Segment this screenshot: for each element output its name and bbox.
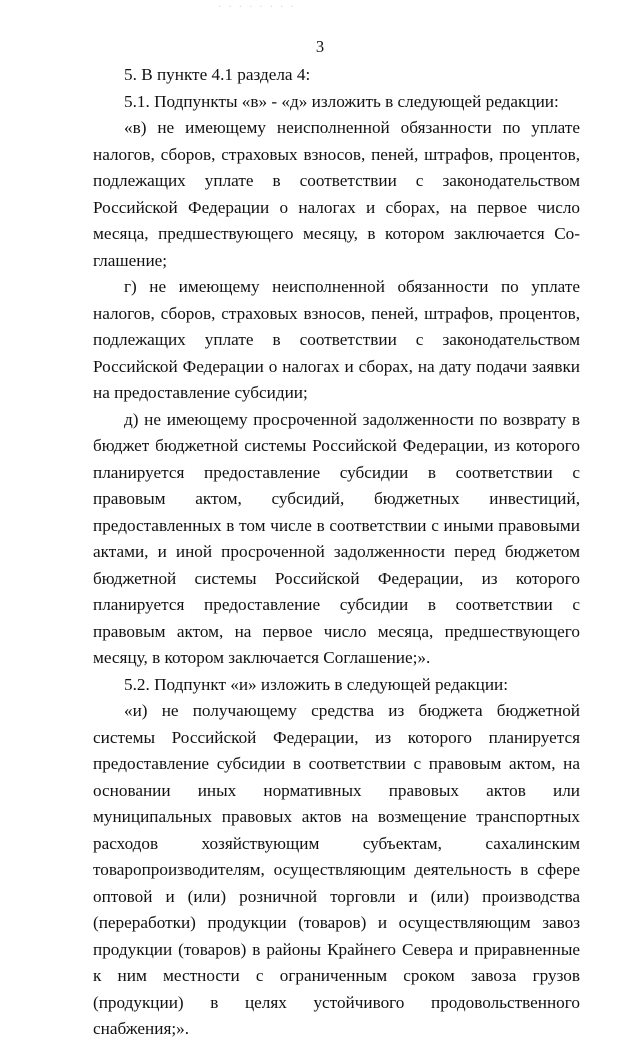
paragraph-5-1: 5.1. Подпункты «в» - «д» изложить в следующей редакции: <box>124 91 559 111</box>
scan-artifact: · · · · · · · · <box>218 2 296 13</box>
paragraph-subitem-i: «и) не получающему средства из бюджета бюджетной системы Российской Федерации, из которого планируется предоставление субсидии в соответствии с правовым актом, на основании иных нормативных правовых актов или муниципальных правовых актов на возмещение транспортных расходов хозяйствующим субъектам, сахалинским товаропроизводителям, осуществляющим деятельность в сфере оптовой и (или) розничной торговли и (или) производства (переработки) продукции (товаров) и осуществляющим завоз продукции (товаров) в районы Крайнего Севера и приравненные к ним местности с ограниченным сроком завоза грузов (продукции) в целях устойчивого продовольственного снабжения;». <box>93 701 580 1038</box>
paragraph-subitem-g: г) не имеющему неисполненной обязанности по уплате налогов, сборов, страховых взносов, пеней, штрафов, процентов, подлежащих уплате в соответствии с законодательством Российской Федерации о налогах и сборах, на дату подачи заявки на предоставление субсидии; <box>93 277 580 402</box>
paragraph-5-2: 5.2. Подпункт «и» изложить в следующей редакции: <box>124 674 509 694</box>
paragraph-section-5: 5. В пункте 4.1 раздела 4: <box>124 65 311 84</box>
paragraph-subitem-d: д) не имеющему просроченной задолженности по возврату в бюджет бюджетной системы Российской Федерации, из которого планируется предоставление субсидии в соответствии с правовым актом, субсидий, бюджетных инвестиций, предоставленных в том числе в соответствии с иными правовыми актами, и иной просроченной задолженности перед бюджетом бюджетной системы Российской Федерации, из которого планируется предоставление субсидии в соответствии с правовым актом, на первое число месяца, предшествующего месяцу, в котором заключается Соглашение;». <box>93 409 580 667</box>
paragraph-subitem-v: «в) не имеющему неисполненной обязанности по уплате налогов, сборов, страховых взносов, пеней, штрафов, процентов, подлежащих уплате в соответствии с законодательством Российской Федерации о налогах и сборах, на первое число месяца, предшествующего месяцу, в котором заключается Соглашение; <box>93 118 580 270</box>
page-number: 3 <box>315 37 325 56</box>
document-body <box>93 62 580 1043</box>
